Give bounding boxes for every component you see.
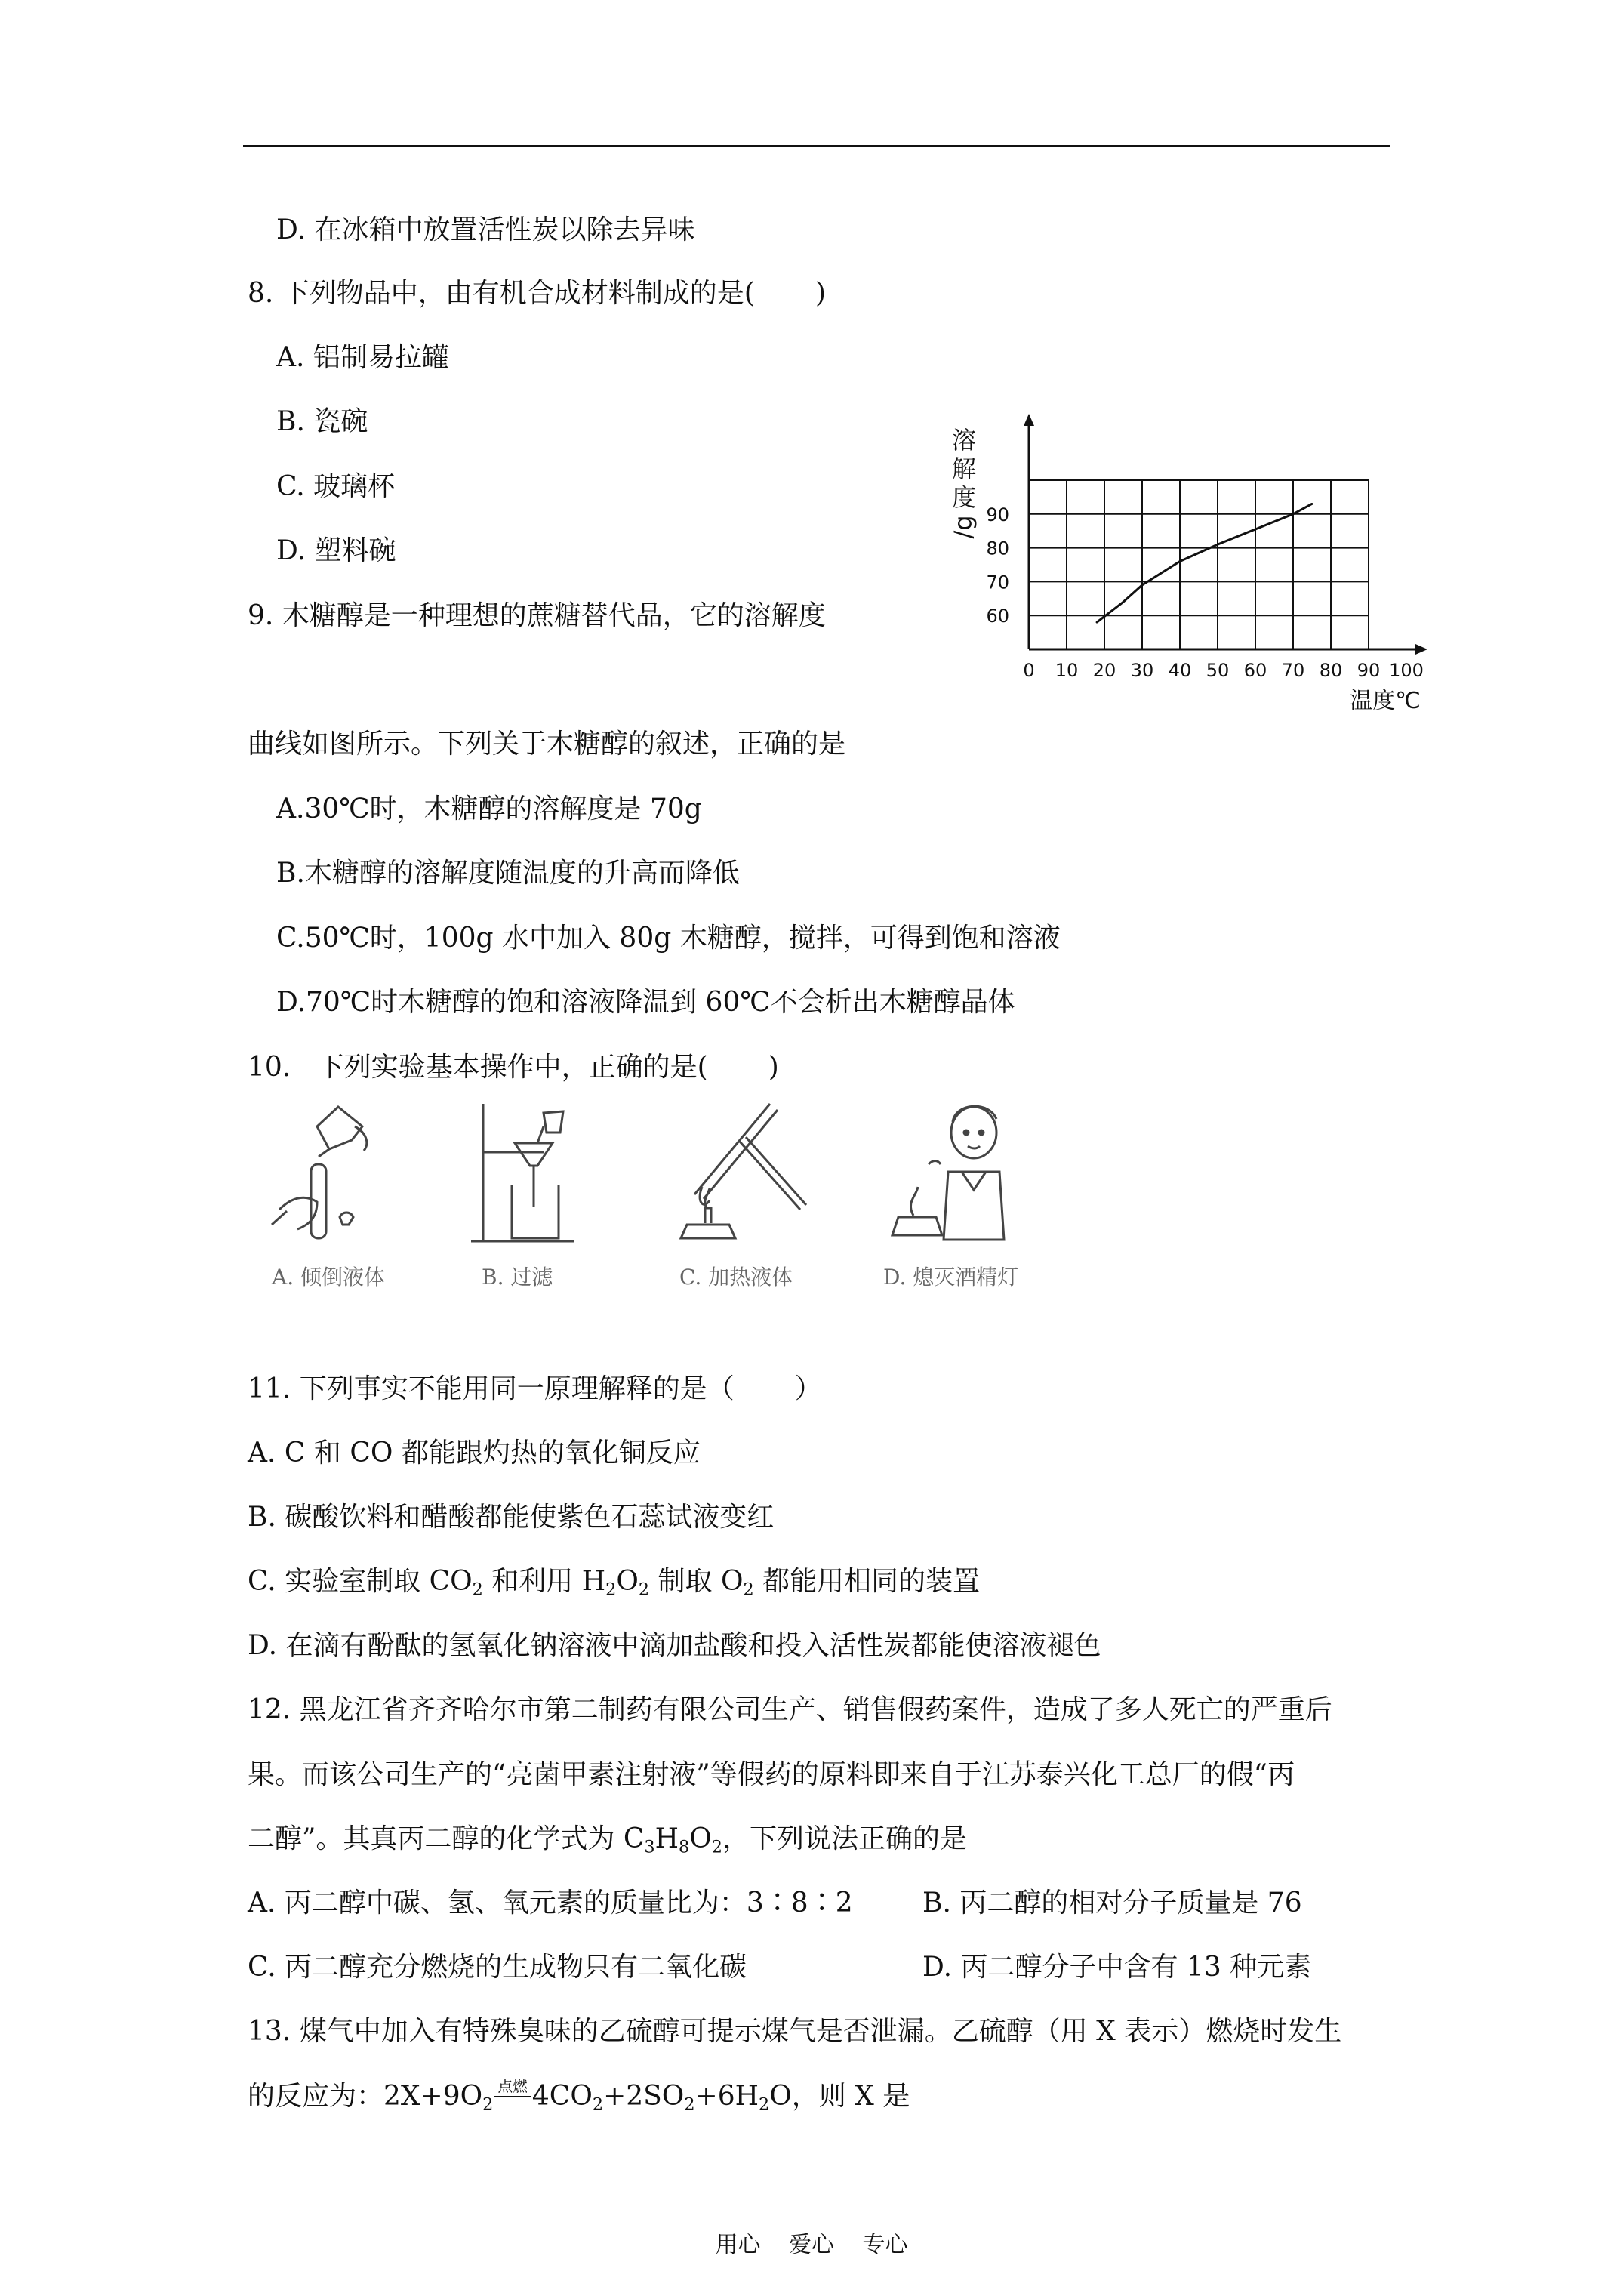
- y-tick-label: 60: [986, 606, 1009, 627]
- page-footer: 用心 爱心 专心: [715, 2232, 908, 2258]
- x-tick-label: 70: [1281, 660, 1305, 681]
- q11-option-d: D. 在滴有酚酞的氢氧化钠溶液中滴加盐酸和投入活性炭都能使溶液褪色: [248, 1630, 1101, 1661]
- y-label-char: 度: [951, 483, 977, 512]
- q12-option-b: B. 丙二醇的相对分子质量是 76: [922, 1888, 1302, 1918]
- q12-line-3: 二醇”。其真丙二醇的化学式为 $C_3H_8O_2$，下列说法正确的是: [248, 1823, 967, 1857]
- x-tick-label: 60: [1243, 660, 1267, 681]
- x-tick-label: 40: [1168, 660, 1192, 681]
- q12-line-1: 12. 黑龙江省齐齐哈尔市第二制药有限公司生产、销售假药案件，造成了多人死亡的严重后: [248, 1694, 1332, 1725]
- q9-option-c: C.50℃时，100g 水中加入 80g 木糖醇，搅拌，可得到饱和溶液: [276, 923, 1061, 954]
- filtration-sketch: [468, 1096, 589, 1255]
- data-point: [1179, 560, 1181, 562]
- q13-line-1: 13. 煤气中加入有特殊臭味的乙硫醇可提示煤气是否泄漏。乙硫醇（用 X 表示）燃烧时发生: [248, 2016, 1342, 2047]
- y-tick-label: 90: [986, 504, 1009, 525]
- x-tick-label: 80: [1319, 660, 1343, 681]
- x-tick-label: 50: [1206, 660, 1230, 681]
- chart-y-ticks: [986, 504, 1009, 627]
- caption-heating-liquid: C. 加热液体: [679, 1265, 793, 1290]
- y-tick-label: 70: [986, 572, 1009, 593]
- q12-option-d: D. 丙二醇分子中含有 13 种元素: [922, 1952, 1312, 1983]
- q8-option-b: B. 瓷碗: [276, 406, 368, 437]
- q9-stem-2: 曲线如图所示。下列关于木糖醇的叙述，正确的是: [248, 729, 846, 760]
- q9-option-b: B.木糖醇的溶解度随温度的升高而降低: [276, 858, 740, 889]
- header-rule: [243, 145, 1390, 147]
- pouring-liquid-sketch: [264, 1096, 385, 1255]
- q9-stem-1: 9. 木糖醇是一种理想的蔗糖替代品，它的溶解度: [248, 600, 826, 631]
- reaction-condition: 点燃: [494, 2079, 531, 2097]
- data-point: [1141, 584, 1144, 586]
- q9-option-a: A.30℃时，木糖醇的溶解度是 70g: [276, 794, 702, 824]
- q11-option-a: A. C 和 CO 都能跟灼热的氧化铜反应: [248, 1438, 701, 1469]
- chart-grid: [1029, 480, 1369, 649]
- q8-stem: 8. 下列物品中，由有机合成材料制成的是( ): [248, 278, 826, 309]
- chart-series: [1096, 503, 1313, 624]
- solubility-chart: [947, 408, 1431, 717]
- q12-option-c: C. 丙二醇充分燃烧的生成物只有二氧化碳: [248, 1952, 747, 1983]
- data-point: [1217, 544, 1219, 546]
- solubility-curve: [1097, 504, 1312, 622]
- y-label-char: 解: [951, 455, 977, 483]
- y-tick-label: 80: [986, 538, 1009, 559]
- q8-option-a: A. 铝制易拉罐: [276, 342, 449, 373]
- caption-filtration: B. 过滤: [482, 1265, 553, 1290]
- extinguishing-lamp-sketch: [883, 1096, 1034, 1255]
- q10-stem: 10. 下列实验基本操作中，正确的是( ): [248, 1052, 779, 1083]
- data-point: [1255, 529, 1257, 531]
- y-label-char: /g: [949, 515, 978, 539]
- chart-axes: [1024, 414, 1427, 655]
- y-label-char: 溶: [951, 426, 977, 455]
- q13-line-2: 的反应为：$2X+9O_2$点燃 $4CO_2+2SO_2+6H_2O$，则 X 是: [248, 2078, 910, 2115]
- q11-option-b: B. 碳酸饮料和醋酸都能使紫色石蕊试液变红: [248, 1502, 775, 1533]
- data-point: [1292, 513, 1295, 515]
- q11-option-c: C. 实验室制取 $CO_2$ 和利用 $H_2O_2$ 制取 $O_2$ 都能用相同的装置: [248, 1566, 981, 1600]
- x-axis-arrow: [1415, 644, 1427, 655]
- chart-x-label: 温度℃: [1350, 688, 1421, 714]
- caption-pouring-liquid: A. 倾倒液体: [272, 1265, 386, 1290]
- x-tick-label: 0: [1023, 660, 1035, 681]
- x-tick-label: 90: [1357, 660, 1381, 681]
- x-tick-label: 30: [1130, 660, 1154, 681]
- q8-option-d: D. 塑料碗: [276, 535, 396, 566]
- q8-option-c: C. 玻璃杯: [276, 471, 396, 502]
- q9-option-d: D.70℃时木糖醇的饱和溶液降温到 60℃不会析出木糖醇晶体: [276, 987, 1015, 1018]
- data-point: [1096, 621, 1098, 624]
- data-point: [1123, 601, 1125, 603]
- chart-x-ticks: [1023, 660, 1424, 681]
- y-axis-arrow: [1024, 414, 1034, 426]
- heating-liquid-sketch: [657, 1096, 808, 1255]
- chart-y-label: [949, 426, 978, 539]
- x-tick-label: 20: [1092, 660, 1116, 681]
- q12-line-2: 果。而该公司生产的“亮菌甲素注射液”等假药的原料即来自于江苏泰兴化工总厂的假“丙: [248, 1759, 1295, 1790]
- q11-stem: 11. 下列事实不能用同一原理解释的是（ ）: [248, 1373, 822, 1404]
- x-tick-label: 10: [1055, 660, 1079, 681]
- q7-option-d: D. 在冰箱中放置活性炭以除去异味: [276, 214, 695, 245]
- caption-extinguishing-lamp: D. 熄灭酒精灯: [883, 1265, 1019, 1290]
- q12-option-a: A. 丙二醇中碳、氢、氧元素的质量比为：3∶8∶2: [248, 1888, 853, 1918]
- x-tick-label: 100: [1389, 660, 1424, 681]
- data-point: [1311, 503, 1313, 505]
